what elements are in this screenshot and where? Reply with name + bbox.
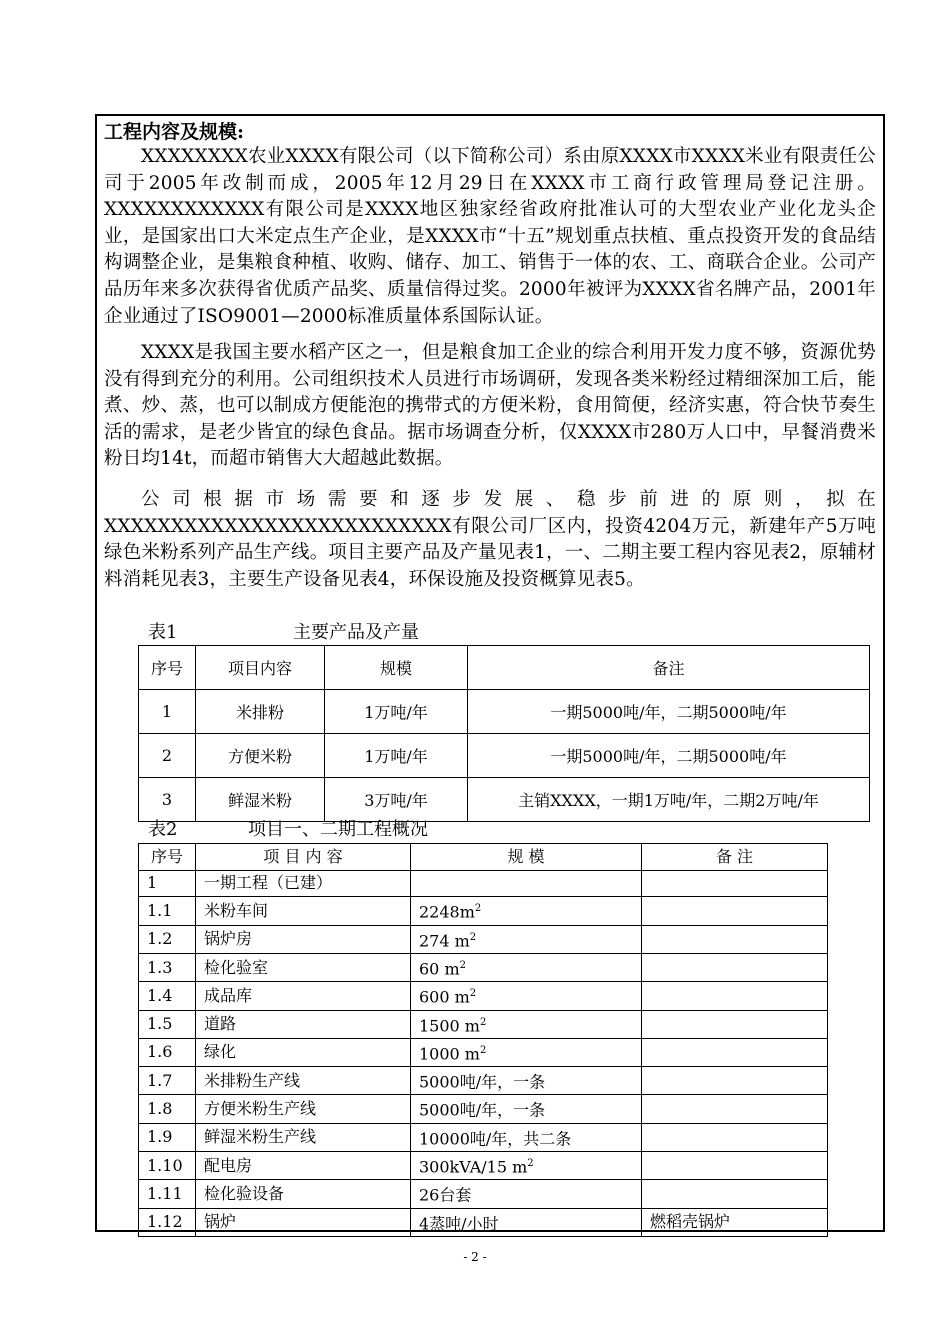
paragraph-company-intro: XXXXXXXX农业XXXX有限公司（以下简称公司）系由原XXXX市XXXX米业有限责任公司于2005年改制而成，2005年12月29日在XXXX市工商行政管理局登记注册。XXXXXXXXXXXX有限公司是XXXX地区独家经省政府批准认可的大型农业产业化龙头企业，是国家出口大米定点生产企业，是XXXX市“十五”规划重点扶植、重点投资开发的食品结构调整企业，是集粮食种植、收购、储存、加工、销售于一体的农、工、商联合企业。公司产品历年来多次获得省优质产品奖、质量信得过奖。2000年被评为XXXX省名牌产品，2001年企业通过了ISO9001—2000标准质量体系国际认证。: [104, 146, 876, 327]
cell-scale-text: 600 m: [419, 987, 470, 1007]
cell-item-text: 一期工程（已建）: [204, 873, 333, 893]
cell-note: 一期5000吨/年，二期5000吨/年: [468, 734, 870, 778]
cell-item: [196, 1152, 411, 1180]
cell-no: [139, 870, 196, 897]
cell-note: [642, 1152, 828, 1180]
section-heading: 工程内容及规模:: [104, 121, 245, 143]
cell-no: [139, 925, 196, 953]
cell-scale: [411, 1208, 642, 1236]
table-row: [139, 870, 828, 897]
cell-item-text: 配电房: [204, 1155, 253, 1175]
cell-item-text: 鲜湿米粉生产线: [204, 1127, 317, 1147]
cell-no: [139, 982, 196, 1010]
cell-scale-text: 5000吨/年，一条: [419, 1072, 546, 1092]
table-row: [139, 690, 870, 734]
cell-note: [642, 925, 828, 953]
cell-note: [642, 1123, 828, 1151]
cell-scale-text: 26台套: [419, 1185, 472, 1205]
cell-item: [196, 982, 411, 1010]
cell-item-text: 成品库: [204, 985, 253, 1005]
unit-superscript: 2: [469, 931, 477, 943]
cell-no: 1: [139, 690, 196, 734]
cell-scale: [411, 953, 642, 981]
table-row: [139, 1038, 828, 1066]
cell-item-text: 锅炉房: [204, 929, 253, 949]
cell-no-text: 1.1: [147, 900, 173, 920]
cell-scale: [411, 982, 642, 1010]
cell-scale: [411, 1152, 642, 1180]
cell-scale: 1万吨/年: [325, 734, 468, 778]
cell-note: [642, 1095, 828, 1123]
cell-no: 2: [139, 734, 196, 778]
cell-item-text: 道路: [204, 1014, 237, 1034]
cell-no-text: 1.9: [147, 1127, 173, 1147]
header-cell: 项目内容: [196, 646, 325, 690]
table-row: [139, 925, 828, 953]
cell-no-text: 1.3: [147, 957, 173, 977]
cell-no: [139, 1010, 196, 1038]
cell-no: [139, 1123, 196, 1151]
cell-item: [196, 925, 411, 953]
cell-no: [139, 953, 196, 981]
cell-item-text: 绿化: [204, 1042, 237, 1062]
table-row: [139, 1010, 828, 1038]
cell-scale: [411, 1010, 642, 1038]
unit-superscript: 2: [527, 1158, 534, 1170]
table-row: [139, 1208, 828, 1236]
cell-scale-text: 1500 m: [419, 1015, 480, 1035]
cell-item: [196, 870, 411, 897]
project-overview-table: [138, 843, 828, 1237]
cell-note: [642, 982, 828, 1010]
cell-item: 方便米粉: [196, 734, 325, 778]
header-cell: 备注: [468, 646, 870, 690]
cell-scale: [411, 1038, 642, 1066]
cell-no: [139, 1152, 196, 1180]
cell-note: [642, 870, 828, 897]
cell-item: [196, 897, 411, 925]
header-cell: 规 模: [411, 844, 642, 871]
cell-note: [642, 1208, 828, 1236]
table-row: [139, 734, 870, 778]
cell-no: [139, 1180, 196, 1208]
header-cell: 备 注: [642, 844, 828, 871]
cell-scale-text: 274 m: [419, 930, 470, 950]
cell-scale-text: 4蒸吨/小时: [419, 1214, 499, 1234]
page-number: - 2 -: [463, 1250, 487, 1264]
cell-item: [196, 1067, 411, 1095]
cell-no-text: 1.4: [147, 985, 173, 1005]
cell-note-text: 燃稻壳锅炉: [650, 1212, 731, 1232]
cell-scale-text: 5000吨/年，一条: [419, 1100, 546, 1120]
cell-no-text: 1.6: [147, 1042, 173, 1062]
table-row: [139, 1067, 828, 1095]
cell-item-text: 米粉车间: [204, 900, 269, 920]
cell-item: [196, 1010, 411, 1038]
cell-scale-text: 10000吨/年，共二条: [419, 1129, 572, 1149]
cell-item-text: 检化验室: [204, 957, 269, 977]
table-row: [139, 1095, 828, 1123]
header-cell: 序号: [139, 646, 196, 690]
cell-scale: [411, 870, 642, 897]
cell-note: [642, 1067, 828, 1095]
cell-no-text: 1.8: [147, 1099, 173, 1119]
header-cell: 序号: [139, 844, 196, 871]
cell-note: 一期5000吨/年，二期5000吨/年: [468, 690, 870, 734]
cell-scale-text: 1000 m: [419, 1044, 480, 1064]
unit-superscript: 2: [479, 1044, 487, 1056]
cell-no: [139, 1067, 196, 1095]
cell-note: [642, 1010, 828, 1038]
cell-item: [196, 1038, 411, 1066]
header-cell: 项 目 内 容: [196, 844, 411, 871]
table1-title: 主要产品及产量: [293, 622, 419, 643]
table-header-row: [139, 844, 828, 871]
cell-item-text: 米排粉生产线: [204, 1070, 301, 1090]
cell-scale: [411, 897, 642, 925]
table1-label: 表1: [148, 622, 178, 643]
cell-item-text: 锅炉: [204, 1212, 237, 1232]
cell-item: [196, 1123, 411, 1151]
cell-no-text: 1.10: [147, 1155, 183, 1175]
table-row: [139, 897, 828, 925]
unit-superscript: 2: [459, 959, 466, 971]
cell-no: 3: [139, 778, 196, 822]
cell-item: [196, 1180, 411, 1208]
paragraph-project-plan: 公司根据市场需要和逐步发展、稳步前进的原则，拟在XXXXXXXXXXXXXXXXXXXXXXXXXX有限公司厂区内，投资4204万元，新建年产5万吨绿色米粉系列产品生产线。项目主要产品及产量见表1，一、二期主要工程内容见表2，原辅材料消耗见表3，主要生产设备见表4，环保设施及投资概算见表5。: [104, 489, 876, 590]
cell-item: 米排粉: [196, 690, 325, 734]
cell-scale: [411, 1095, 642, 1123]
cell-note: [642, 1180, 828, 1208]
cell-no: [139, 1038, 196, 1066]
table-row: [139, 1123, 828, 1151]
header-cell: 规模: [325, 646, 468, 690]
cell-no-text: 1.2: [147, 929, 173, 949]
table2-label: 表2: [148, 819, 178, 840]
table-row: [139, 982, 828, 1010]
cell-scale: [411, 1123, 642, 1151]
cell-note: [642, 1038, 828, 1066]
cell-scale-text: 60 m: [419, 959, 460, 979]
cell-scale: 3万吨/年: [325, 778, 468, 822]
cell-note: 主销XXXX，一期1万吨/年，二期2万吨/年: [468, 778, 870, 822]
cell-note: [642, 897, 828, 925]
table-row: [139, 1152, 828, 1180]
cell-no-text: 1.11: [147, 1184, 183, 1204]
products-table: [138, 645, 870, 822]
table-row: [139, 953, 828, 981]
cell-no-text: 1.5: [147, 1014, 173, 1034]
cell-scale: 1万吨/年: [325, 690, 468, 734]
cell-scale: [411, 1180, 642, 1208]
cell-item: 鲜湿米粉: [196, 778, 325, 822]
cell-item: [196, 1208, 411, 1236]
cell-no: [139, 1208, 196, 1236]
cell-no-text: 1: [147, 873, 158, 893]
unit-superscript: 2: [479, 1016, 487, 1028]
cell-no-text: 1.7: [147, 1070, 173, 1090]
cell-scale-text: 2248m: [419, 902, 475, 922]
cell-item-text: 方便米粉生产线: [204, 1099, 317, 1119]
cell-item: [196, 953, 411, 981]
unit-superscript: 2: [469, 988, 477, 1000]
table2-title: 项目一、二期工程概况: [248, 819, 428, 840]
cell-no-text: 1.12: [147, 1212, 183, 1232]
cell-no: [139, 1095, 196, 1123]
cell-note: [642, 953, 828, 981]
cell-scale: [411, 1067, 642, 1095]
table-row: [139, 1180, 828, 1208]
table-row: [139, 778, 870, 822]
unit-superscript: 2: [474, 903, 482, 915]
cell-scale-text: 300kVA/15 m: [419, 1157, 528, 1177]
cell-no: [139, 897, 196, 925]
table-header-row: [139, 646, 870, 690]
cell-item: [196, 1095, 411, 1123]
cell-scale: [411, 925, 642, 953]
cell-item-text: 检化验设备: [204, 1184, 285, 1204]
paragraph-market-analysis: XXXX是我国主要水稻产区之一，但是粮食加工企业的综合利用开发力度不够，资源优势没有得到充分的利用。公司组织技术人员进行市场调研，发现各类米粉经过精细深加工后，能煮、炒、蒸，也可以制成方便能泡的携带式的方便米粉，食用简便，经济实惠，符合快节奏生活的需求，是老少皆宜的绿色食品。据市场调查分析，仅XXXX市280万人口中，早餐消费米粉日均14t，而超市销售大大超越此数据。: [104, 342, 876, 470]
